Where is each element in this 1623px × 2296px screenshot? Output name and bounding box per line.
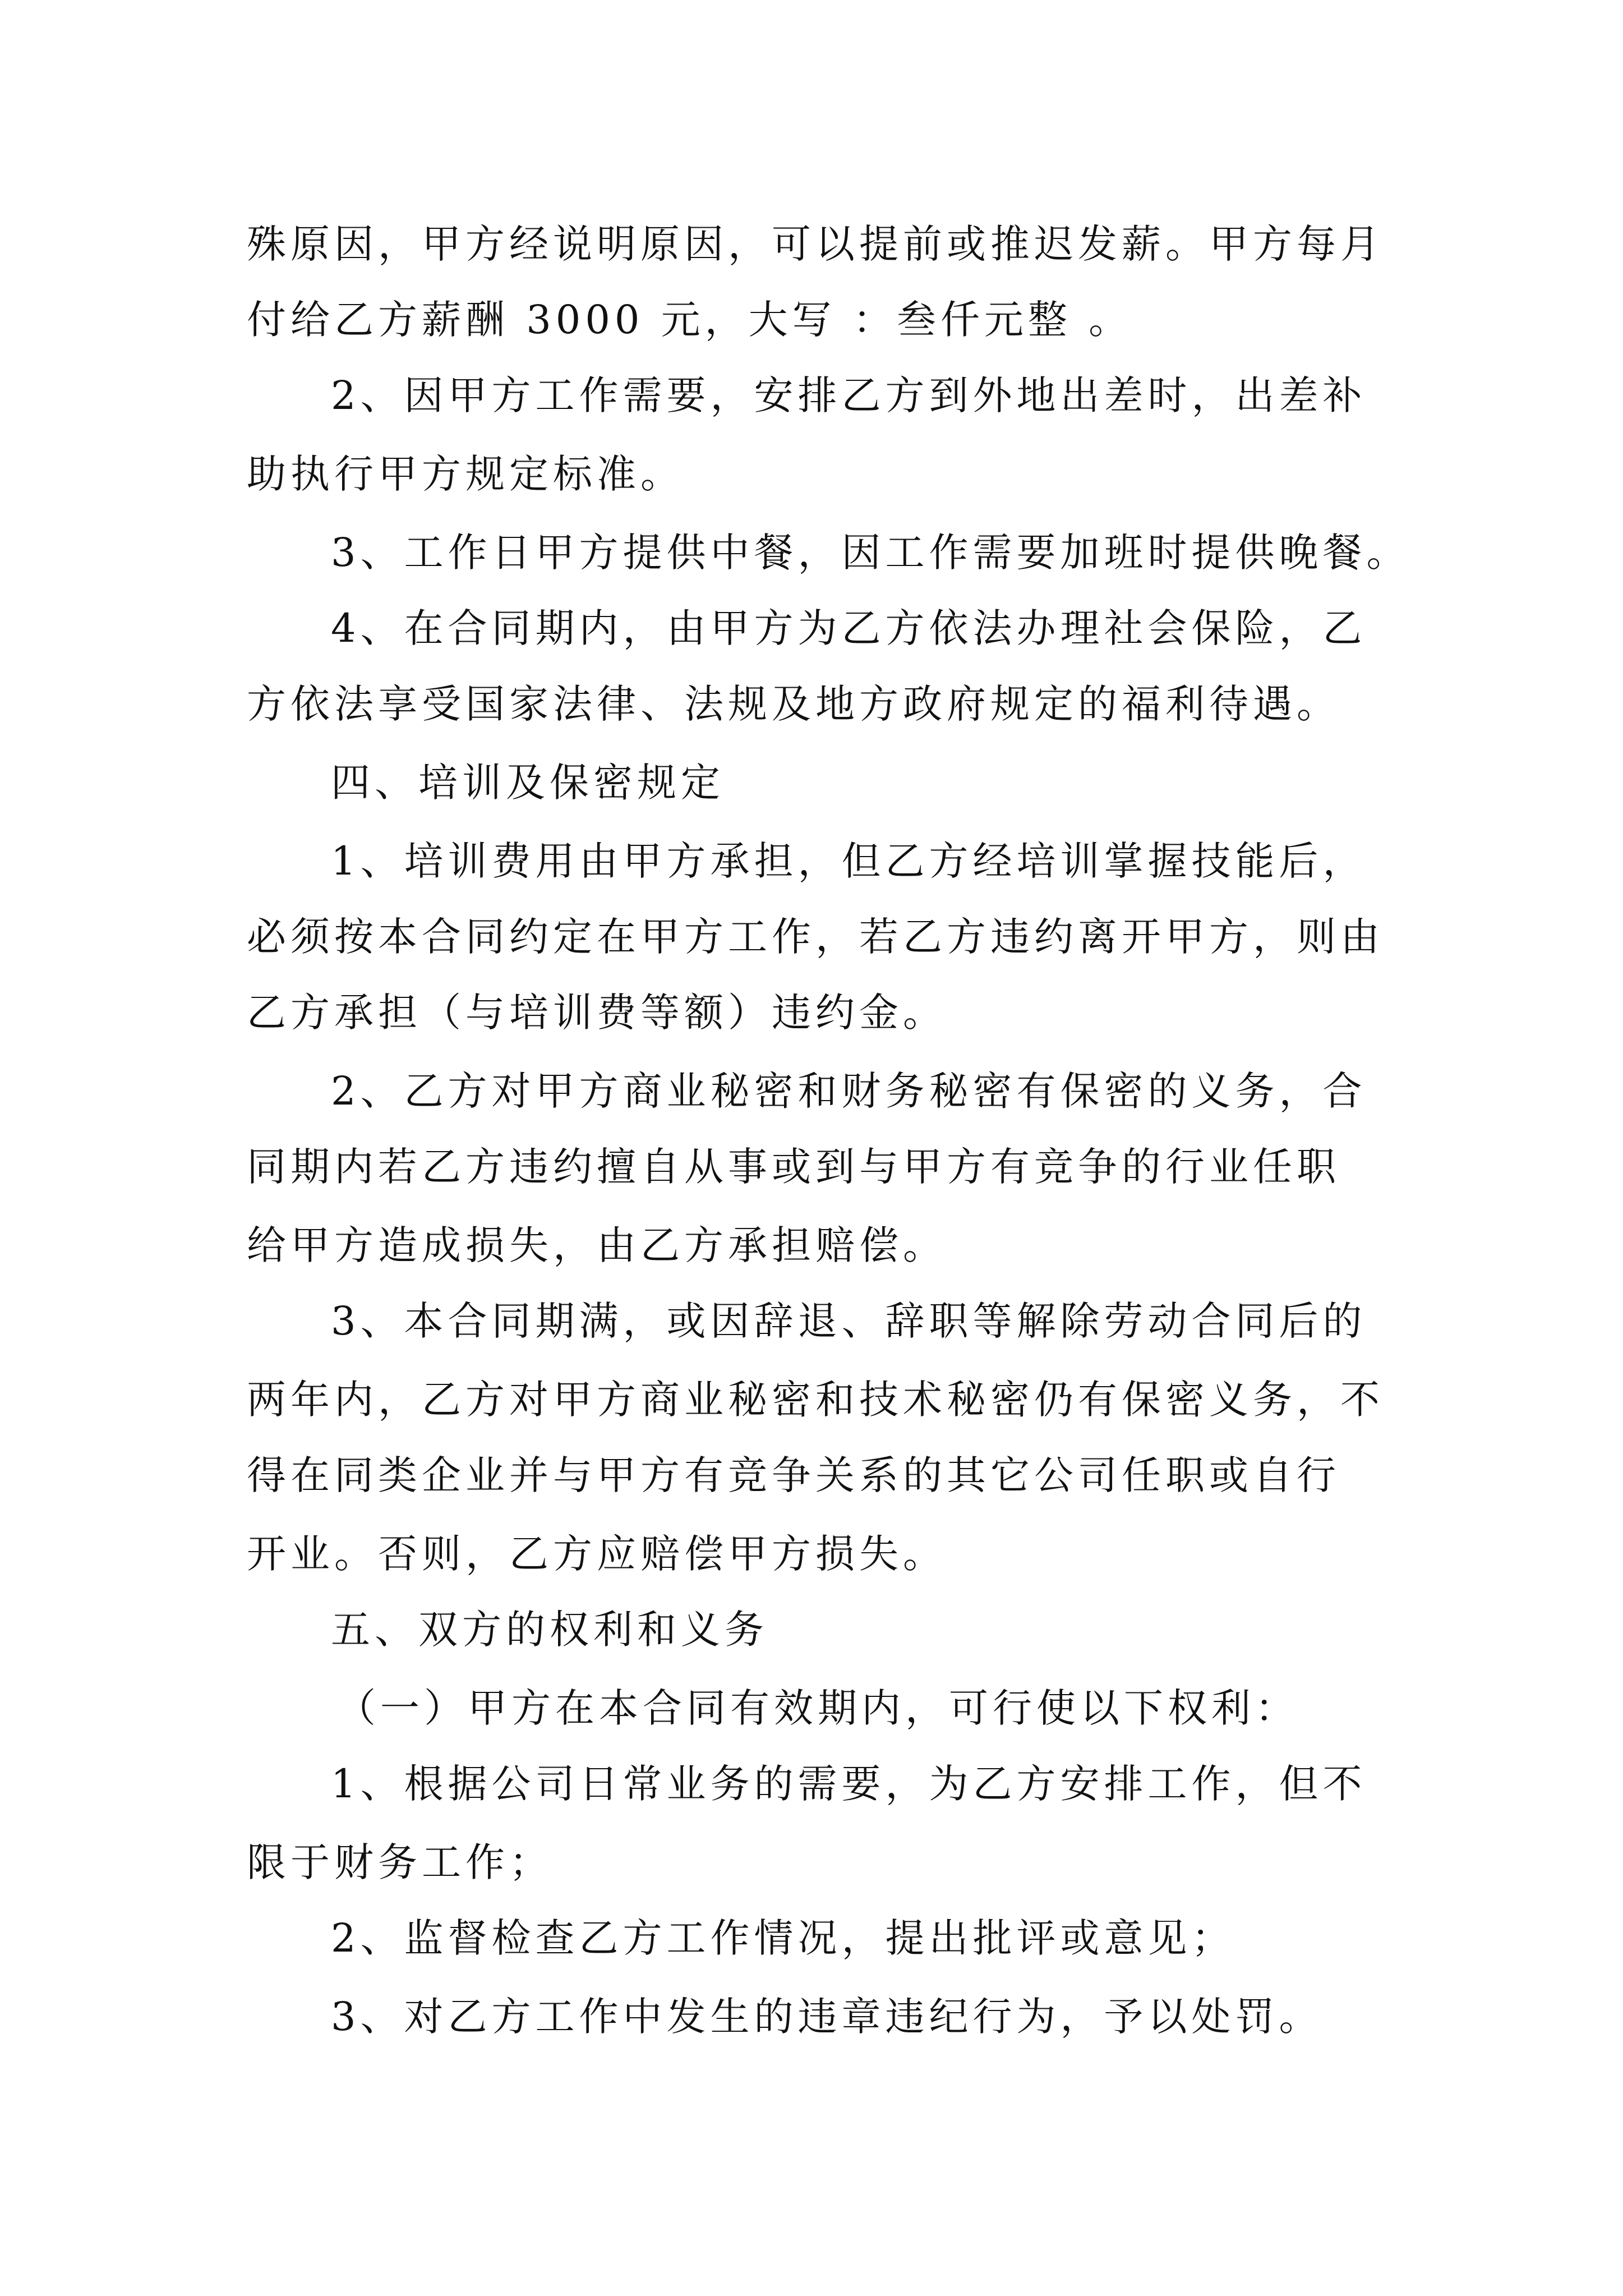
text-line-16: 两年内，乙方对甲方商业秘密和技术秘密仍有保密义务，不 xyxy=(247,1377,1384,1423)
text-line-1: 殊原因，甲方经说明原因，可以提前或推迟发薪。甲方每月 xyxy=(247,221,1384,267)
text-line-14: 给甲方造成损失，由乙方承担赔偿。 xyxy=(247,1222,947,1268)
text-line-23: 2、监督检查乙方工作情况，提出批评或意见； xyxy=(331,1915,1235,1961)
text-line-13: 同期内若乙方违约擅自从事或到与甲方有竞争的行业任职 xyxy=(247,1144,1340,1190)
text-line-21: 1、根据公司日常业务的需要，为乙方安排工作，但不 xyxy=(331,1761,1367,1807)
text-line-3: 2、因甲方工作需要，安排乙方到外地出差时，出差补 xyxy=(331,372,1367,418)
subheading-party-a-rights: （一）甲方在本合同有效期内，可行使以下权利： xyxy=(336,1685,1299,1731)
text-line-22: 限于财务工作； xyxy=(247,1839,553,1885)
section-heading-training: 四、培训及保密规定 xyxy=(331,760,725,806)
text-line-9: 1、培训费用由甲方承担，但乙方经培训掌握技能后， xyxy=(331,838,1367,884)
text-line-7: 方依法享受国家法律、法规及地方政府规定的福利待遇。 xyxy=(247,681,1340,727)
text-line-10: 必须按本合同约定在甲方工作，若乙方违约离开甲方，则由 xyxy=(247,914,1384,960)
text-line-18: 开业。否则，乙方应赔偿甲方损失。 xyxy=(247,1531,947,1577)
text-line-6: 4、在合同期内，由甲方为乙方依法办理社会保险，乙 xyxy=(331,605,1367,651)
text-line-24: 3、对乙方工作中发生的违章违纪行为，予以处罚。 xyxy=(331,1994,1323,2040)
text-line-4: 助执行甲方规定标准。 xyxy=(247,451,684,497)
text-line-12: 2、乙方对甲方商业秘密和财务秘密有保密的义务，合 xyxy=(331,1068,1367,1114)
text-line-15: 3、本合同期满，或因辞退、辞职等解除劳动合同后的 xyxy=(331,1298,1367,1344)
text-line-2: 付给乙方薪酬 3000 元，大写 ：叁仟元整 。 xyxy=(247,297,1133,343)
text-line-17: 得在同类企业并与甲方有竞争关系的其它公司任职或自行 xyxy=(247,1452,1340,1498)
text-line-5: 3、工作日甲方提供中餐，因工作需要加班时提供晚餐。 xyxy=(331,530,1410,576)
text-line-11: 乙方承担（与培训费等额）违约金。 xyxy=(247,990,947,1036)
section-heading-rights: 五、双方的权利和义务 xyxy=(331,1607,768,1653)
